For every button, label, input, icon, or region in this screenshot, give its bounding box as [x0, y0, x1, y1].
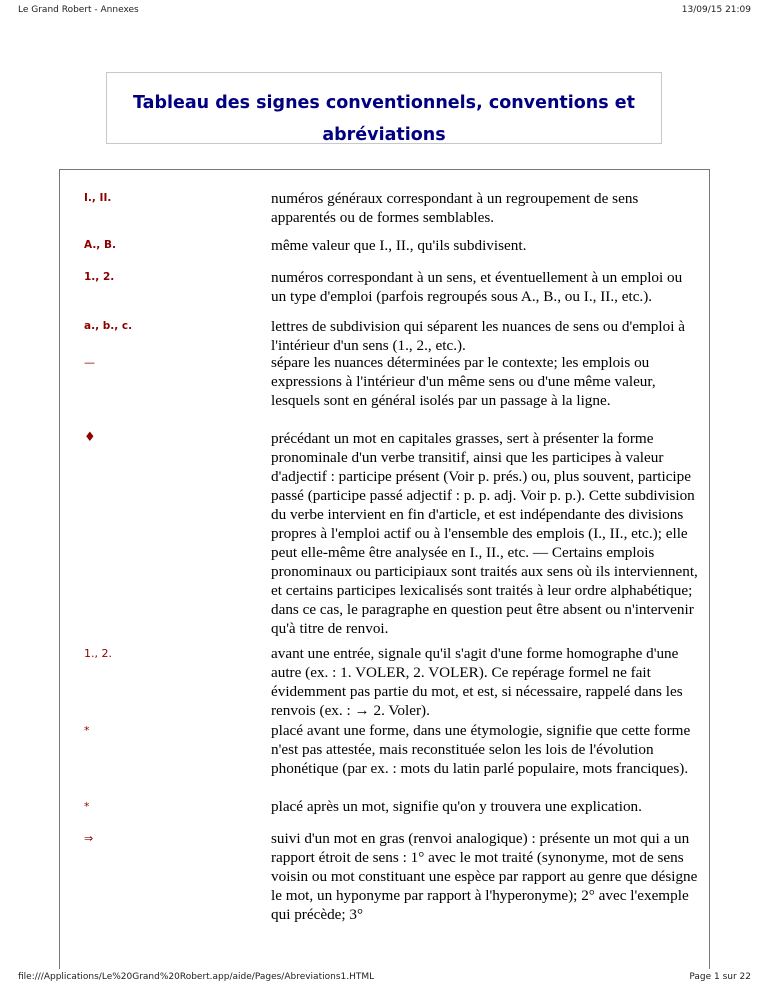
row-description: lettres de subdivision qui séparent les nuances de sens ou d'emploi à l'intérieur d'un sens (1., 2., etc.).	[271, 318, 685, 354]
row-description: sépare les nuances déterminées par le contexte; les emplois ou expressions à l'intérieur d'un même sens ou d'une même valeur, lesquels sont en général isolés par un passage à la ligne.	[271, 354, 656, 409]
header-timestamp: 13/09/15 21:09	[681, 5, 751, 15]
title-box	[106, 72, 662, 144]
row-description: même valeur que I., II., qu'ils subdivisent.	[271, 237, 527, 254]
row-symbol: *	[84, 800, 90, 813]
footer-file-path: file:///Applications/Le%20Grand%20Robert.app/aide/Pages/Abreviations1.HTML	[18, 972, 375, 982]
row-symbol: I., II.	[84, 192, 112, 204]
row-symbol: A., B.	[84, 239, 116, 251]
row-symbol: a., b., c.	[84, 320, 133, 332]
row-description: placé après un mot, signifie qu'on y trouvera une explication.	[271, 798, 642, 815]
row-symbol: ⇒	[84, 832, 94, 845]
row-description: numéros généraux correspondant à un regroupement de sens apparentés ou de formes semblables.	[271, 190, 639, 226]
conventions-table	[59, 169, 710, 969]
row-symbol: 1., 2.	[84, 647, 112, 660]
row-symbol: 1., 2.	[84, 271, 115, 283]
row-symbol: ♦	[84, 430, 96, 445]
row-description: placé avant une forme, dans une étymologie, signifie que cette forme n'est pas attestée, mais reconstituée selon les lois de l'évolution phonétique (par ex. : mots du latin parlé populaire, mots franciques).	[271, 722, 691, 777]
page-footer	[0, 972, 768, 986]
row-description: numéros correspondant à un sens, et éventuellement à un emploi ou un type d'emploi (parfois regroupés sous A., B., ou I., II., etc.).	[271, 269, 683, 305]
row-description: avant une entrée, signale qu'il s'agit d'une forme homographe d'une autre (ex. : 1. VOLER, 2. VOLER). Ce repérage formel ne fait évidemment pas partie du mot, et est, si nécessaire, rappelé dans les renvois (ex. : → 2. Voler).	[271, 645, 683, 719]
row-symbol: *	[84, 724, 90, 737]
footer-page-number: Page 1 sur 22	[689, 972, 751, 982]
row-description: précédant un mot en capitales grasses, sert à présenter la forme pronominale d'un verbe transitif, ainsi que les participes à valeur d'adjectif : participe présent (Voir p. prés.) ou, plus souvent, participe passé (participe passé adjectif : p. p. adj. Voir p. p.). Cette subdivision du verbe intervient en fin d'article, et est indépendante des divisions propres à l'emploi actif ou à l'ensemble des emplois (I., II., etc.); elle peut elle-même être analysée en I., II., etc. — Certains emplois pronominaux ou participiaux sont traités aux sens où ils interviennent, et certains participes lexicalisés sont traités à leur ordre alphabétique; dans ce cas, le paragraphe en question peut être absent ou n'intervenir qu'à titre de renvoi.	[271, 430, 698, 637]
header-title: Le Grand Robert - Annexes	[18, 5, 139, 15]
page-title: Tableau des signes conventionnels, conventions et abréviations	[132, 93, 636, 145]
row-symbol: —	[84, 356, 95, 369]
row-description: suivi d'un mot en gras (renvoi analogique) : présente un mot qui a un rapport étroit de sens : 1° avec le mot traité (synonyme, mot de sens voisin ou mot constituant une espèce par rapport au genre que désigne le mot, un hyponyme par rapport à l'hyperonyme); 2° avec l'exemple qui précède; 3°	[271, 830, 698, 923]
page-header	[0, 5, 768, 19]
